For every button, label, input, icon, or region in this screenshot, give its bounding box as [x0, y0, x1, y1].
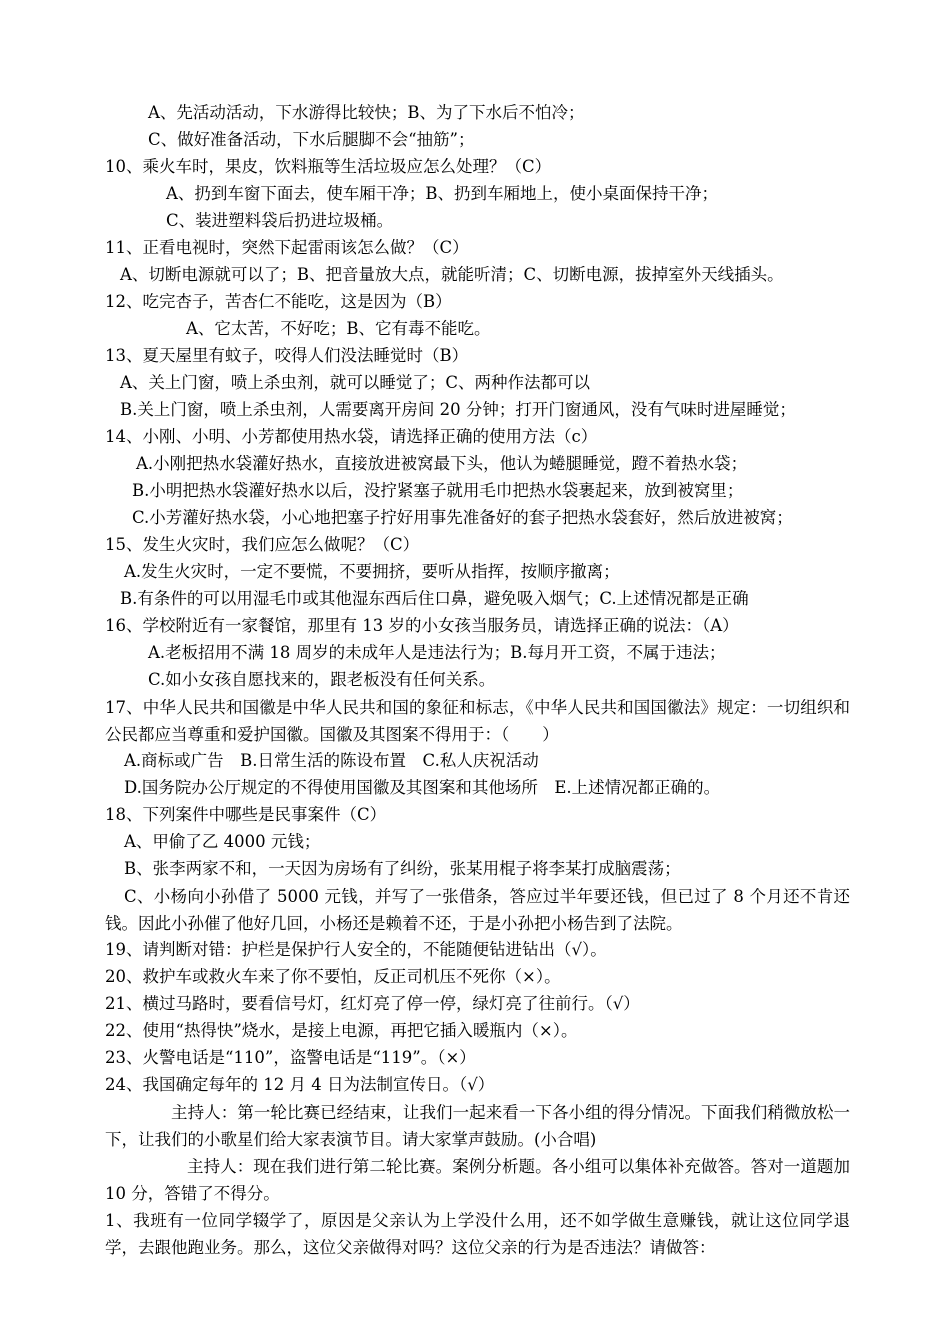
q18-option-c: C、小杨向小孙借了 5000 元钱，并写了一张借条，答应过半年要还钱，但已过了 8 个月还不肯还钱。因此小孙催了他好几回，小杨还是赖着不还，于是小孙把小杨告到了法院。 — [105, 887, 850, 933]
q12-question: 12、吃完杏子，苦杏仁不能吃，这是因为（B） — [105, 292, 452, 311]
host-remark-round-one: 主持人：第一轮比赛已经结束，让我们一起来看一下各小组的得分情况。下面我们稍微放松一下，让我们的小歌星们给大家表演节目。请大家掌声鼓励。(小合唱) — [105, 1103, 850, 1149]
q19-statement: 19、请判断对错：护栏是保护行人安全的，不能随便钻进钻出（√）。 — [105, 940, 607, 959]
host-remark-round-two: 主持人：现在我们进行第二轮比赛。案例分析题。各小组可以集体补充做答。答对一道题加 10 分，答错了不得分。 — [105, 1157, 850, 1203]
q17-options-abc: A.商标或广告 B.日常生活的陈设布置 C.私人庆祝活动 — [124, 751, 539, 770]
q13-option-b: B.关上门窗，喷上杀虫剂，人需要离开房间 20 分钟；打开门窗通风，没有气味时进屋睡觉； — [120, 400, 796, 419]
q14-option-b: B.小明把热水袋灌好热水以后，没拧紧塞子就用毛巾把热水袋裹起来，放到被窝里； — [132, 481, 744, 500]
q9-options-ab: A、先活动活动，下水游得比较快；B、为了下水后不怕冷； — [148, 103, 585, 122]
q15-options-bc: B.有条件的可以用湿毛巾或其他湿东西后住口鼻，避免吸入烟气；C.上述情况都是正确 — [120, 589, 749, 608]
q11-options: A、切断电源就可以了；B、把音量放大点，就能听清；C、切断电源，拔掉室外天线插头。 — [120, 265, 784, 284]
q10-options-ab: A、扔到车窗下面去，使车厢干净；B、扔到车厢地上，使小桌面保持干净； — [166, 184, 719, 203]
q23-statement: 23、火警电话是“110”，盗警电话是“119”。（×） — [105, 1048, 476, 1067]
q15-question: 15、发生火灾时，我们应怎么做呢？（C） — [105, 535, 420, 554]
q24-statement: 24、我国确定每年的 12 月 4 日为法制宣传日。（√） — [105, 1075, 495, 1094]
q20-statement: 20、救护车或救火车来了你不要怕，反正司机压不死你（×）。 — [105, 967, 561, 986]
q13-question: 13、夏天屋里有蚊子，咬得人们没法睡觉时（B） — [105, 346, 469, 365]
q10-option-c: C、装进塑料袋后扔进垃圾桶。 — [166, 211, 394, 230]
q17-options-de: D.国务院办公厅规定的不得使用国徽及其图案和其他场所 E.上述情况都正确的。 — [124, 778, 721, 797]
q18-option-a: A、甲偷了乙 4000 元钱； — [124, 832, 321, 851]
q10-question: 10、乘火车时，果皮，饮料瓶等生活垃圾应怎么处理？（C） — [105, 157, 552, 176]
q21-statement: 21、横过马路时，要看信号灯，红灯亮了停一停，绿灯亮了往前行。（√） — [105, 994, 640, 1013]
case-question-1: 1、我班有一位同学辍学了，原因是父亲认为上学没什么用，还不如学做生意赚钱，就让这位同学退学，去跟他跑业务。那么，这位父亲做得对吗？这位父亲的行为是否违法？请做答： — [105, 1211, 850, 1257]
q16-options-ab: A.老板招用不满 18 周岁的未成年人是违法行为；B.每月开工资，不属于违法； — [148, 643, 726, 662]
q13-options-ac: A、关上门窗，喷上杀虫剂，就可以睡觉了；C、两种作法都可以 — [120, 373, 591, 392]
q14-question: 14、小刚、小明、小芳都使用热水袋，请选择正确的使用方法（c） — [105, 427, 598, 446]
q18-option-b: B、张李两家不和，一天因为房场有了纠纷，张某用棍子将李某打成脑震荡； — [124, 859, 681, 878]
q12-options: A、它太苦，不好吃；B、它有毒不能吃。 — [186, 319, 491, 338]
q14-option-c: C.小芳灌好热水袋，小心地把塞子拧好用事先准备好的套子把热水袋套好，然后放进被窝； — [132, 508, 793, 527]
q15-option-a: A.发生火灾时，一定不要慌，不要拥挤，要听从指挥，按顺序撤离； — [124, 562, 620, 581]
q16-question: 16、学校附近有一家餐馆，那里有 13 岁的小女孩当服务员，请选择正确的说法：（A） — [105, 616, 739, 635]
q16-option-c: C.如小女孩自愿找来的，跟老板没有任何关系。 — [148, 670, 496, 689]
q14-option-a: A.小刚把热水袋灌好热水，直接放进被窝最下头，他认为蜷腿睡觉，蹬不着热水袋； — [136, 454, 748, 473]
q11-question: 11、正看电视时，突然下起雷雨该怎么做？（C） — [105, 238, 469, 257]
q9-option-c: C、做好准备活动，下水后腿脚不会“抽筋”； — [148, 130, 475, 149]
q18-question: 18、下列案件中哪些是民事案件（C） — [105, 805, 387, 824]
q17-question: 17、中华人民共和国徽是中华人民共和国的象征和标志，《中华人民共和国国徽法》规定：一切组织和公民都应当尊重和爱护国徽。国徽及其图案不得用于：（ ） — [105, 698, 850, 744]
q22-statement: 22、使用“热得快”烧水，是接上电源，再把它插入暖瓶内（×）。 — [105, 1021, 578, 1040]
